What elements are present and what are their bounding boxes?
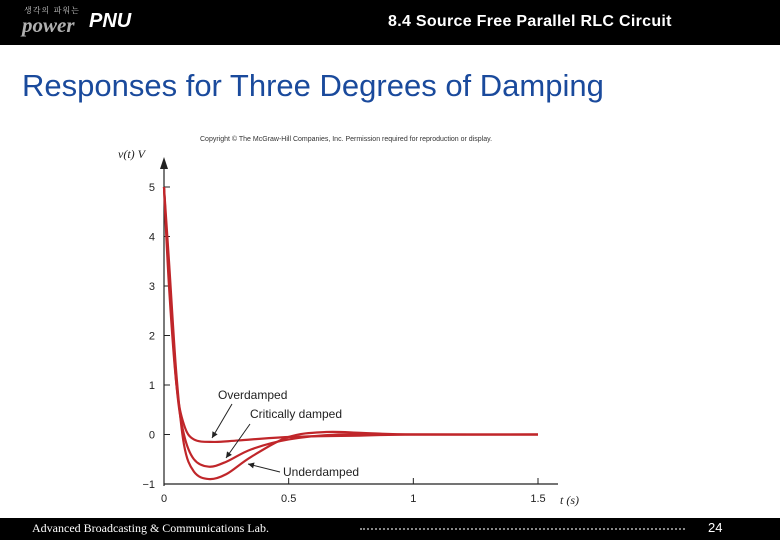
footer-divider [360,528,685,530]
x-axis-label: t (s) [560,493,579,507]
y-tick-label: 3 [148,281,155,293]
logo-tagline: 생각의 파워는 [24,6,80,15]
header-bar [0,0,780,45]
x-tick-label: 1 [410,493,417,505]
x-tick-label: 0.5 [281,493,297,505]
logo-power: power [22,13,75,37]
chart-axes [118,147,579,507]
x-tick-label: 1.5 [530,493,546,505]
chart-curves [164,187,538,479]
header-title: 8.4 Source Free Parallel RLC Circuit [388,13,672,30]
y-axis-arrow [160,157,168,169]
footer-lab-name: Advanced Broadcasting & Communications Lab. [32,521,269,535]
damping-chart [108,128,588,514]
label-critically-damped: Critically damped [250,407,343,421]
label-underdamped-arrowhead [248,463,255,469]
label-critically-damped-arrowhead [226,451,232,458]
y-tick-label: 0 [148,429,155,442]
y-tick-label: −1 [142,479,155,491]
label-underdamped: Underdamped [283,465,360,479]
overdamped-curve [164,187,538,442]
label-overdamped: Overdamped [218,388,288,402]
y-tick-label: 5 [148,182,155,194]
y-tick-label: 4 [148,231,155,244]
y-tick-label: 2 [148,330,155,343]
page-number: 24 [708,520,723,535]
y-tick-label: 1 [148,380,155,392]
logo-pnu: PNU [89,10,132,32]
footer-bar [0,518,780,540]
x-tick-label: 0 [160,493,168,505]
copyright-notice: Copyright © The McGraw-Hill Companies, Inc. Permission required for reproduction or display. [200,136,493,143]
slide-title: Responses for Three Degrees of Damping [22,68,604,103]
y-axis-label: v(t) V [118,147,145,161]
